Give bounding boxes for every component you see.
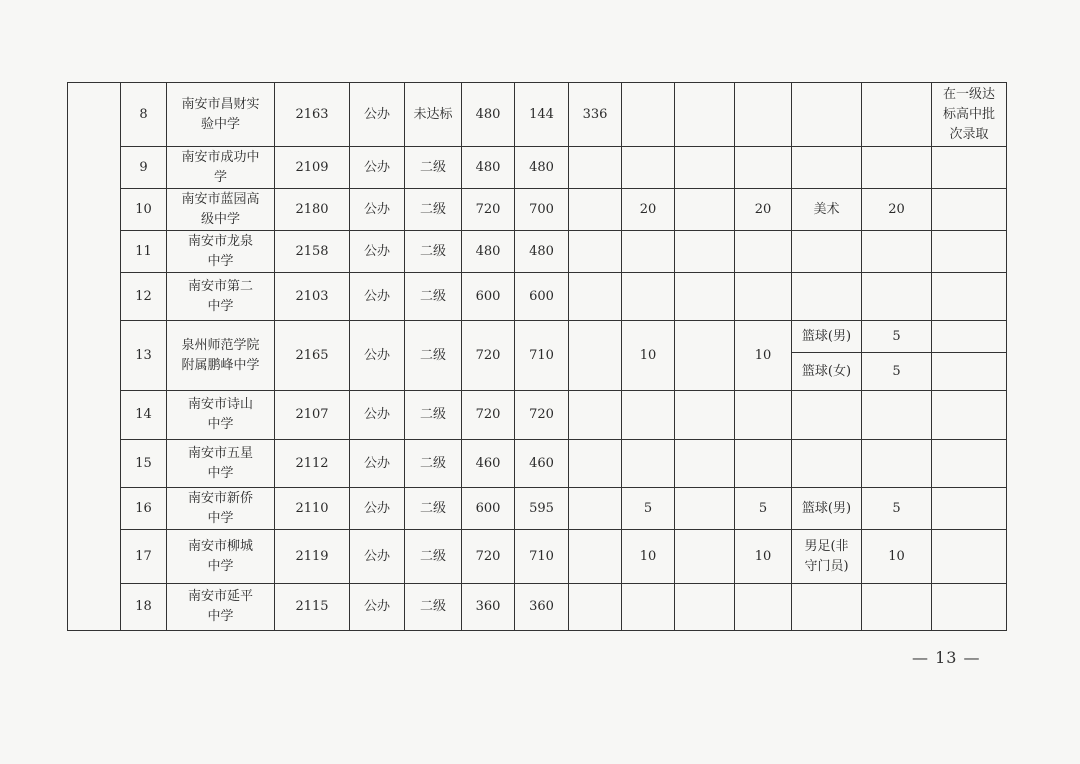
remark: 在一级达 标高中批 次录取: [932, 83, 1007, 147]
school-name: 泉州师范学院 附属鹏峰中学: [167, 321, 275, 391]
school-level: 未达标: [405, 83, 462, 147]
plan-local: 710: [515, 321, 569, 391]
special-total: 5: [735, 488, 792, 530]
table-row: [68, 440, 1007, 488]
special-item: 篮球(男): [792, 488, 862, 530]
special-item-count: 5: [862, 488, 932, 530]
plan-total: 460: [462, 440, 515, 488]
row-number: 18: [121, 584, 167, 631]
row-number: 17: [121, 530, 167, 584]
special-item: 美术: [792, 189, 862, 231]
school-type: 公办: [350, 231, 405, 273]
school-level: 二级: [405, 440, 462, 488]
table-row: [68, 189, 1007, 231]
school-code: 2119: [275, 530, 350, 584]
school-code: 2115: [275, 584, 350, 631]
plan-total: 360: [462, 584, 515, 631]
plan-local: 144: [515, 83, 569, 147]
row-number: 14: [121, 391, 167, 440]
plan-total: 480: [462, 231, 515, 273]
school-code: 2109: [275, 147, 350, 189]
special-item-count: 5: [862, 353, 932, 391]
table-row: [68, 147, 1007, 189]
row-number: 15: [121, 440, 167, 488]
special-item: 篮球(女): [792, 353, 862, 391]
school-name: 南安市新侨 中学: [167, 488, 275, 530]
special-quota: 5: [622, 488, 675, 530]
school-code: 2107: [275, 391, 350, 440]
school-type: 公办: [350, 584, 405, 631]
school-code: 2103: [275, 273, 350, 321]
school-type: 公办: [350, 488, 405, 530]
special-quota: 10: [622, 530, 675, 584]
school-code: 2165: [275, 321, 350, 391]
school-level: 二级: [405, 321, 462, 391]
school-code: 2110: [275, 488, 350, 530]
table-row: [68, 83, 1007, 147]
table-row: [68, 488, 1007, 530]
plan-local: 720: [515, 391, 569, 440]
plan-local: 600: [515, 273, 569, 321]
school-level: 二级: [405, 530, 462, 584]
table-row: [68, 584, 1007, 631]
table-row: [68, 321, 1007, 353]
special-total: 10: [735, 321, 792, 391]
special-total: 20: [735, 189, 792, 231]
table-row: [68, 530, 1007, 584]
school-level: 二级: [405, 391, 462, 440]
school-type: 公办: [350, 189, 405, 231]
school-name: 南安市延平 中学: [167, 584, 275, 631]
page-number: — 13 —: [912, 648, 981, 667]
plan-local: 700: [515, 189, 569, 231]
school-name: 南安市龙泉 中学: [167, 231, 275, 273]
plan-local: 480: [515, 147, 569, 189]
school-level: 二级: [405, 273, 462, 321]
school-level: 二级: [405, 231, 462, 273]
row-number: 10: [121, 189, 167, 231]
school-name: 南安市成功中 学: [167, 147, 275, 189]
plan-total: 600: [462, 273, 515, 321]
school-type: 公办: [350, 440, 405, 488]
admission-plan-table: [67, 82, 1007, 631]
plan-local: 710: [515, 530, 569, 584]
special-item-count: 20: [862, 189, 932, 231]
row-number: 9: [121, 147, 167, 189]
table-row: [68, 231, 1007, 273]
table-row: [68, 391, 1007, 440]
row-number: 16: [121, 488, 167, 530]
plan-local: 360: [515, 584, 569, 631]
plan-local: 460: [515, 440, 569, 488]
school-name: 南安市柳城 中学: [167, 530, 275, 584]
plan-local: 595: [515, 488, 569, 530]
row-number: 12: [121, 273, 167, 321]
school-type: 公办: [350, 83, 405, 147]
school-type: 公办: [350, 391, 405, 440]
school-level: 二级: [405, 584, 462, 631]
school-type: 公办: [350, 273, 405, 321]
plan-other: 336: [569, 83, 622, 147]
special-quota: 10: [622, 321, 675, 391]
school-level: 二级: [405, 488, 462, 530]
school-type: 公办: [350, 321, 405, 391]
left-blank-column: [68, 83, 121, 631]
school-name: 南安市诗山 中学: [167, 391, 275, 440]
plan-local: 480: [515, 231, 569, 273]
plan-total: 480: [462, 147, 515, 189]
school-name: 南安市蓝园高 级中学: [167, 189, 275, 231]
school-type: 公办: [350, 530, 405, 584]
school-code: 2158: [275, 231, 350, 273]
table-row: [68, 273, 1007, 321]
special-item-count: 5: [862, 321, 932, 353]
plan-total: 720: [462, 391, 515, 440]
school-code: 2180: [275, 189, 350, 231]
school-name: 南安市五星 中学: [167, 440, 275, 488]
school-code: 2112: [275, 440, 350, 488]
school-name: 南安市昌财实 验中学: [167, 83, 275, 147]
special-item: 男足(非 守门员): [792, 530, 862, 584]
special-total: 10: [735, 530, 792, 584]
plan-total: 600: [462, 488, 515, 530]
school-name: 南安市第二 中学: [167, 273, 275, 321]
plan-total: 720: [462, 321, 515, 391]
plan-total: 480: [462, 83, 515, 147]
school-type: 公办: [350, 147, 405, 189]
row-number: 13: [121, 321, 167, 391]
plan-total: 720: [462, 189, 515, 231]
special-item: 篮球(男): [792, 321, 862, 353]
school-level: 二级: [405, 147, 462, 189]
row-number: 11: [121, 231, 167, 273]
row-number: 8: [121, 83, 167, 147]
school-level: 二级: [405, 189, 462, 231]
plan-total: 720: [462, 530, 515, 584]
school-code: 2163: [275, 83, 350, 147]
special-quota: 20: [622, 189, 675, 231]
special-item-count: 10: [862, 530, 932, 584]
